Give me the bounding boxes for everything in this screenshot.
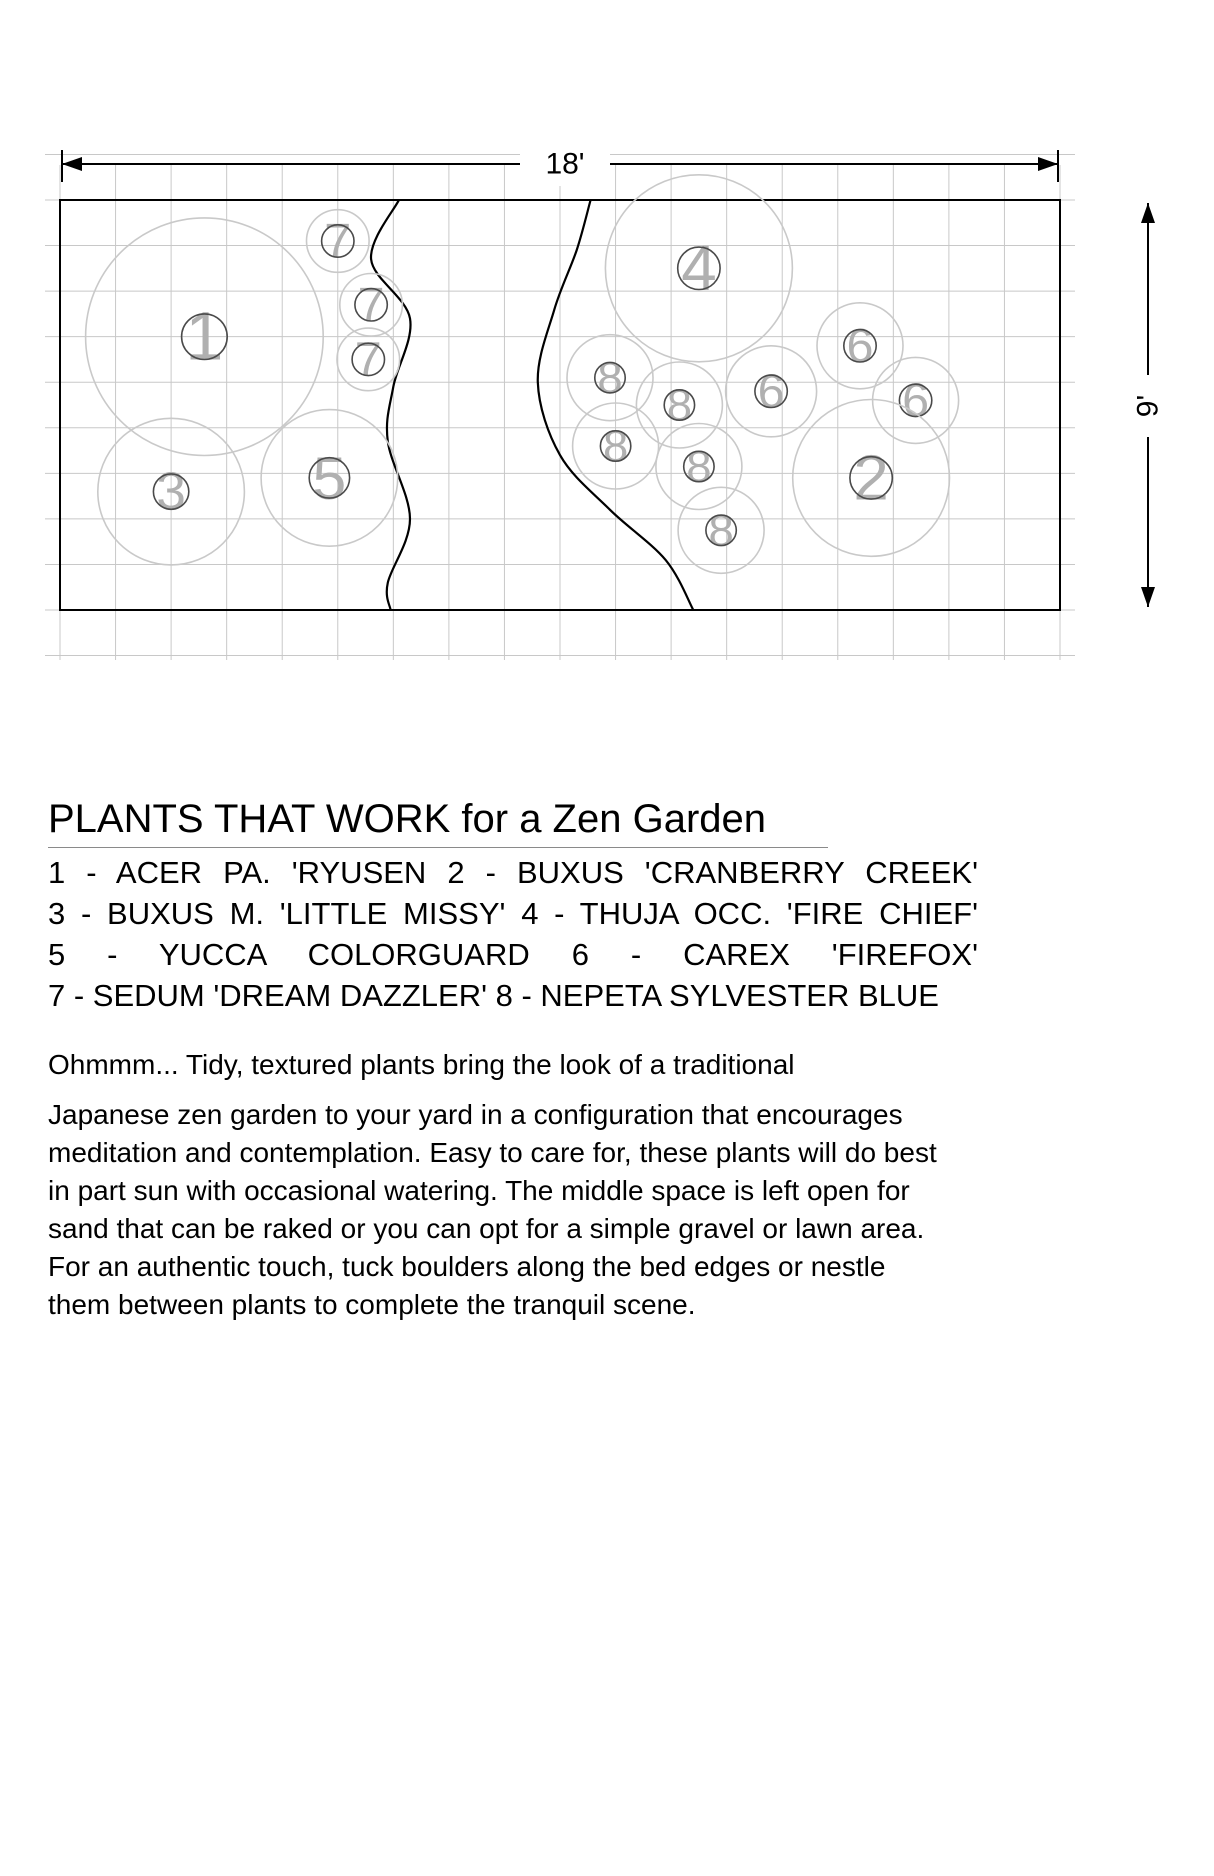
plant-number-label: 4	[681, 232, 717, 304]
plant-symbol	[337, 328, 400, 391]
plant-legend-list	[48, 852, 978, 1016]
plant-symbol	[261, 410, 398, 547]
legend-item: 1 - ACER PA. 'RYUSEN	[48, 855, 427, 890]
sand-edge-curve	[371, 200, 411, 610]
plant-number-label: 8	[686, 441, 712, 492]
plan-height-label: 9'	[1131, 394, 1165, 418]
plant-symbols	[86, 175, 959, 574]
plant-number-label: 1	[185, 298, 224, 375]
legend-item: 5 - YUCCA COLORGUARD	[48, 937, 530, 972]
legend-item: 2 - BUXUS 'CRANBERRY CREEK'	[447, 855, 978, 890]
page-title: PLANTS THAT WORK for a Zen Garden	[48, 797, 767, 841]
sand-area-edges	[371, 200, 693, 610]
plant-symbol	[636, 362, 722, 448]
title-divider	[48, 847, 828, 848]
plant-symbol	[307, 210, 370, 273]
plant-number-label: 7	[357, 277, 385, 332]
legend-item: 3 - BUXUS M. 'LITTLE MISSY'	[48, 896, 506, 931]
plant-number-label: 6	[902, 373, 930, 428]
legend-item: 8 - NEPETA SYLVESTER BLUE	[495, 978, 939, 1013]
legend-item: 4 - THUJA OCC. 'FIRE CHIEF'	[521, 896, 978, 931]
plant-symbol	[793, 400, 950, 557]
plant-number-label: 8	[597, 352, 623, 404]
plant-number-label: 6	[846, 318, 874, 373]
plant-number-label: 5	[312, 443, 347, 512]
plant-symbol	[726, 346, 817, 437]
plant-number-label: 2	[853, 442, 889, 514]
plant-number-label: 8	[666, 379, 693, 431]
plan-width-label: 18'	[545, 147, 585, 181]
plant-number-label: 6	[757, 364, 785, 419]
plant-number-label: 8	[602, 420, 629, 472]
text-section	[48, 795, 1178, 1324]
description-first-line: Ohmmm... Tidy, textured plants bring the look of a traditional	[48, 1049, 795, 1080]
legend-item: 6 - CAREX 'FIREFOX'	[571, 937, 978, 972]
plant-symbol	[656, 424, 742, 510]
plant-symbol	[567, 335, 653, 421]
legend-item: 7 - SEDUM 'DREAM DAZZLER'	[48, 978, 487, 1013]
garden-plan-drawing	[0, 0, 1214, 790]
plant-symbol	[605, 175, 792, 362]
plant-number-label: 7	[354, 332, 382, 387]
plant-number-label: 3	[156, 462, 186, 522]
plant-number-label: 7	[324, 214, 352, 268]
plant-symbol	[817, 303, 903, 389]
description-body: Japanese zen garden to your yard in a configuration that encourages meditation and contemplation. Easy to care for, these plants will do best in part sun with occasional watering. The middle space is left open for sand that can be raked or you can opt for a simple gravel or lawn area. For an authentic touch, tuck boulders along the bed edges or nestle them between plants to complete the tranquil scene.	[48, 1099, 937, 1320]
plant-number-label: 8	[708, 504, 734, 556]
plant-symbol	[678, 487, 764, 573]
